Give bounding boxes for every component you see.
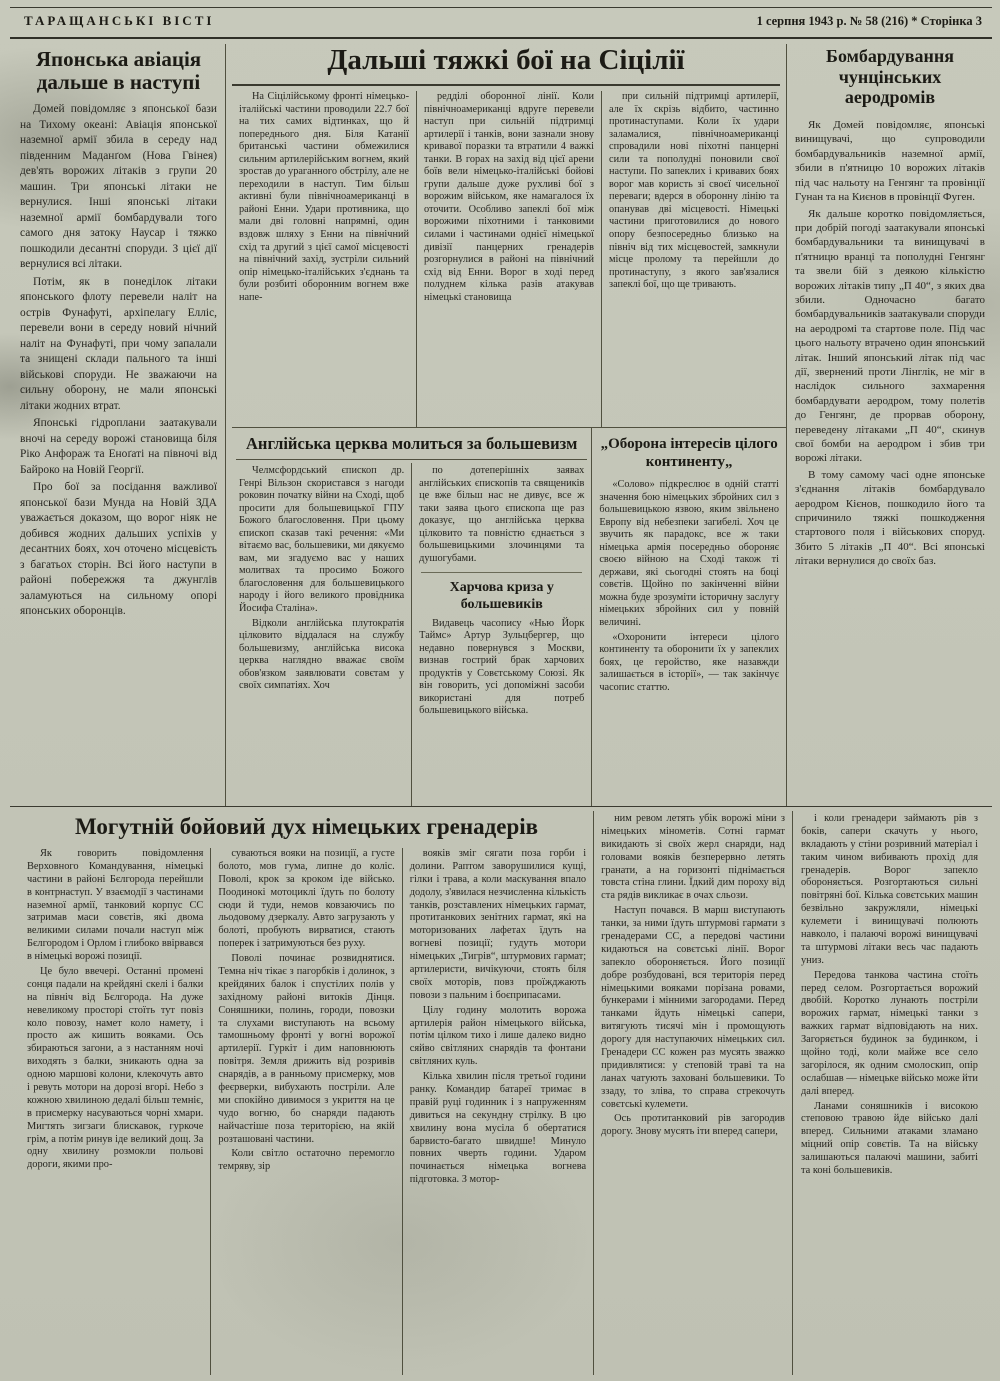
paragraph: Як Домей повідомляє, японські винищувачі, що супроводили бомбардувальників наземної армії, збили в п'ятницю 10 ворожих літаків під час нальоту на Генгянг та провінції Гунан та на Києнов в провінції Фуген. [795, 119, 985, 204]
english-church-column-2 [411, 463, 591, 806]
paragraph: вояків зміг сягати поза горби і долини. Раптом заворушилися кущі, гілки і трава, а коли маскування впало додолу, з'явилася незчисленна кількість танків, розставлених німецьких гармат, протитанкових зенітних гармат, які на моторизованих лафетах їдуть на вогневі позиції; гудуть мотори німецьких „Тигрів“, штурмових гармат; артилеристи, вичікуючи, стоять біля своїх моторів, повз проїжджають повози з пальним і боєприпасами. [409, 848, 587, 1001]
english-church-column-2-text [419, 465, 584, 565]
paragraph: Відколи англійська плутократія цілковито віддалася на службу большевизму, англійська висока церква наглядно вважає своїм обов'язком заявлювати совєтам у своїх симпатіях. Хоч [239, 617, 405, 692]
japanese-aviation-body [20, 102, 217, 620]
paragraph: Про бої за посідання важливої японської бази Мунда на Новій ЗДА уважається доказом, що ворог ніяк не добився жодних дальших успіхів у десантних боях, хоч оточено місцевість з багатьох сторін. Всі його наступи в районі побережжя та джунглів заламуються на сильному опорі японських оборонців. [20, 481, 217, 618]
paragraph: «Охоронити інтереси цілого континенту та оборонити їх у запеклих боях, це геройство, яке назавжди залишається в історії», — так закінчує часопис статтю. [599, 631, 779, 693]
paragraph: Це було ввечері. Останні промені сонця падали на крейдяні скелі і балки на північ від Бєлгорода. На дуже невеликому просторі стоїть тут повіз коло повозу, намет коло намету, і просто аж кишить вояками. Ось збираються загони, а з настанням ночі виходять з балки, зникають одна за одною маршові колони, клекочуть авто і ревуть мотори на дорозі вгорі. Небо з кожною хвилиною дедалі більш темніє, в присмерку насуваються чорні хмари. Мигтять зигзаги блискавок, гуркоче грім, а потім ринув іде великий дощ. За одну хвилину розмокли польові дороги, якими про- [27, 966, 204, 1171]
article-english-church [232, 428, 592, 806]
continent-defense-body [599, 479, 779, 694]
paragraph: На Сіцілійському фронті німецько-італійські частини проводили 22.7 бої на тих самих відтинках, що й попереднього дня. Біля Катанії британські частини обмежилися сильним артилерійським вогнем, який зростав до ураганного обстрілу, але не переходили в наступ. Тим більш активні були північноамериканці в районі Енни. Удари противника, що мали дві головні напрямні, один вздовж шляху з Енни на північний схід та другий з цієї самої місцевості на північний захід, зустріли сильний опір німецько-італійських з'єднань та були розбиті оборонним вогнем вже напе- [239, 91, 409, 303]
article-continent-defense [592, 428, 786, 806]
japanese-aviation-headline: Японська авіація дальше в наступі [35, 47, 202, 95]
grenadiers-column-2 [210, 848, 401, 1375]
sicily-column-2 [416, 91, 601, 427]
newspaper-title: ТАРАЩАНСЬКІ ВІСТІ [24, 13, 215, 28]
paragraph: «Солово» підкреслює в одній статті значення бою німецьких збройних сил з большевицькою язвою, яким звільнено Европу від небезпеки загибелі. Хоч це звучить як парадокс, все ж таки німецька армія посередньо обороняє своєю війною на Сході також ті держави, які сьогодні стоять на боці совєтів. Щойно по закінченні війни можна буде зрозуміти історичну заслугу німецьких збройних сил у повній величині. [599, 479, 779, 629]
section-divider-rule [10, 806, 992, 807]
masthead [24, 13, 982, 29]
grenadiers-column-4 [594, 811, 793, 1375]
paragraph: Передова танкова частина стоїть перед селом. Розгортається ворожий двобій. Коротко лунають постріли ворожих гармат, німецькі танки з важких гармат відповідають на них. Загоряється будинок за будинком, і щойно тоді, коли майже все село загорілося, як одним смолоскип, опір ослабшав — німецьке військо може йти далі вперед. [800, 969, 978, 1097]
sicily-column-3 [601, 91, 786, 427]
paragraph: Наступ почався. В марш виступають танки, за ними їдуть штурмові гармати з гренадерами СС, а передові частини кидаються на совєтські лінії. Ворог запекло обороняється. Його позиції добре розбудовані, вся територія перед німецькими вояками порізана ровами, бункерами і мінними загородами. Перед танками йдуть німецькі сапери, витягують тисячі мін і промощують дорогу для наступаючих німецьких сил. Гренадери СС кожен раз мусять зважко придивлятися: у степовій траві та на ланах чатують заховані большевики. То ззаду, то зліва, то справа стрекочуть совєтські кулемети. [601, 905, 785, 1110]
article-bombing [786, 44, 985, 806]
article-japanese-aviation [20, 44, 226, 806]
food-crisis-body [419, 618, 584, 718]
grenadiers-left-block [20, 811, 594, 1375]
english-church-column-1 [232, 463, 411, 806]
paragraph: Домей повідомляє з японської бази на Тихому океані: Авіація японської наземної армії збила в середу над південним Маданґом (Нова Гвінея) дев'ять ворожих літаків з групи 20 машин. Три японські літаки не вернулися. Інші японські літаки наземної армії бомбардували того самого дня затоку Наусар і тяжко пошкодили десантні споруди. З цієї дії вернулися всі літаки. [20, 103, 217, 271]
sicily-column-1 [232, 91, 416, 427]
grenadiers-headline: Могутній бойовий дух німецьких гренадерів [75, 814, 539, 839]
masthead-rule [10, 37, 992, 39]
paragraph: ним ревом летять убік ворожі міни з німецьких мінометів. Сотні гармат викидають зі своїх жерл снаряди, над головами вояків безперервно летять гранати, а на горизонті піднімається товста стіна глини. Їдкий дим пороху від ста рядів викликає в очах сльози. [601, 813, 785, 902]
paragraph: суваються вояки на позиції, а густе болото, мов гума, липне до коліс. Поволі, крок за кроком іде військо. Поодинокі мотоциклі їдуть по болоту сюди й туди, немов ковзаючись по льодовому дзеркалу. Авто загрузають у болоті, пробують вирватися, стають поперек і затримуються без руху. [218, 848, 395, 950]
bombing-body [795, 118, 985, 569]
sicily-headline: Дальші тяжкі бої на Сіцілії [232, 44, 780, 86]
top-rule [10, 7, 992, 8]
paragraph: Як говорить повідомлення Верховного Командування, німецькі частини в районі Бєлгорода перейшли в контрнаступ. У взаємодії з частинами наземної армії, танковий корпус СС затримав маси совєтів, які двома великими силами почали наступ між Бєлгородом і Орлом і глибоко ввірвався в німецькі ворожі позиції. [27, 848, 204, 963]
continent-defense-headline: „Оборона інтересів цілого континенту„ [600, 436, 778, 470]
paragraph: Поволі починає розвиднятися. Темна ніч тікає з пагорбків і долинок, з крейдяних балок і спустілих полів у західному районі витоків Дінця. Соняшники, полинь, городи, повозки та слухами виступають на всьому тамошньому фронті у вогні ворожої артилерії. Гуркіт і дим наповнюють повітря. Земля дрижить від розривів снарядів, а в ранньому присмерку, мов феєрверки, вибухають постріли. Але ми спокійно дивимося з укриття на це чудо вогню, бо снаряди падають найчастіше поза територією, на якій розташовані частини. [218, 953, 395, 1145]
middle-columns [226, 44, 786, 806]
bombing-headline: Бомбардування чунцінських аеродромів [826, 46, 954, 108]
grenadiers-column-5 [793, 811, 985, 1375]
paragraph: Видавець часопису «Нью Йорк Таймс» Артур Зульцбергер, що недавно повернувся з Москви, визнав гострий брак харчових продуктів у Совєтському Союзі. Як він говорить, усі допоміжні засоби використані для потреб большевицького війська. [419, 617, 585, 717]
grenadiers-columns [20, 848, 593, 1375]
article-grenadiers [20, 811, 985, 1375]
paragraph: Кілька хвилин після третьої години ранку. Командир батареї тримає в правій руці годинник і з напруженням дивиться на секундну стрілку. В цю хвилину вона мусіла б обертатися барвисто-багато швидше! Минуло повних чверть години. Ударом починається німецька вогнева підготовка. З мотор- [409, 1071, 587, 1186]
grenadiers-column-3 [402, 848, 593, 1375]
food-crisis-headline: Харчова криза у большевиків [421, 572, 582, 613]
paragraph: редділі оборонної лінії. Коли північноамериканці вдруге перевели наступ при сильній підтримці артилерії і танків, вони зазнали знову кривавої поразки та втратили 4 важкі танки. В горах на захід від цієї арени боїв вели німецько-італійські бойові групи дальше дуже рухливі бої з ворожим військом, яке намагалося їх оточити. Особливо запеклі бої між ворожими піхотними і танковими силами і частинами однієї німецької дивізії панцерних гренадерів розгорнулися в районі на північний схід від Енни. Ворог в ході перед полуднем кілька разів атакував німецькі становища [424, 91, 594, 303]
article-sicily [232, 91, 786, 427]
middle-lower-row [232, 427, 786, 806]
top-section [20, 44, 985, 806]
english-church-headline: Англійська церква молиться за большевизм [236, 428, 587, 460]
paragraph: Як дальше коротко повідомляється, при добрій погоді заатакували японські бомбардувальники та винищувачі в п'ятницю вранці та пополудні Генгянг та звели бій з деякою кількістю ворожих літаків типу „П 40“, з яких два збили. Одночасно багато бомбардувальників заатакували споруди на аеродромі та стартове поле. Під час цього нальоту втрачено один японський літак. Інший японський літак під час дії, звернений проти Лінглік, не міг в наслідок сильного захмарення бомбардувати аеродром, тому полетів до Генгянг, де прорвав оборону, переведену літаками „П 40“, скинув свої бомби на аеродром і збив три ворожі літаки. [795, 207, 985, 465]
issue-info: 1 серпня 1943 р. № 58 (216) * Сторінка 3 [756, 13, 982, 28]
paragraph: Цілу годину молотить ворожа артилерія район німецького війська, потім цілком тихо і лише далеко видно сяйво світляних снарядів та фонтани світляних куль. [409, 1004, 587, 1068]
paragraph: Челмсфордський єпископ др. Генрі Вільзон скористався з нагоди роковин початку війни на Сході, щоб просити для большевицької ГПУ Божого благословення. При цьому єпископ сказав такі речення: «Ми вітаємо вас, большевики, ми дякуємо вам, ми згадуємо вас у наших молитвах та просимо Божого благословення для большевицького народу і його великого провідника Йосифа Сталіна». [239, 465, 405, 615]
paragraph: по дотеперішніх заявах англійських єпископів та священиків це вже більш нас не дивує, все ж таки заява цього єпископа ще раз доказує, що англійська церква цілковито та повністю єднається з большевицькими злочинцями та душогубами. [419, 465, 585, 564]
paragraph: Потім, як в понеділок літаки японського флоту перевели наліт на острів Фунафуті, архіпелагу Елліс, перевели вони в середу новий нічний наліт на Фунафуті, при чому запалали та знищені склади пального та інші військові споруди. Не зважаючи на сильну оборону, не мали японські літаки жодних втрат. [20, 275, 217, 412]
paragraph: В тому самому часі одне японське з'єднання літаків бомбардувало аеродром Кієнов, пошкодило його та спричинило тяжкі пошкодження стартового поля і військових споруд. Збито 5 літаків „П 40“. Всі японські літаки вернулися до своїх баз. [795, 468, 985, 568]
paragraph: Ланами соняшників і високою степовою травою йде військо далі вперед. Сильними атаками зламано міцний опір совєтів. Та на війську залишаються палаючі машини, забиті та коні большевиків. [800, 1100, 978, 1177]
paragraph: і коли гренадери займають рів з боків, сапери скачуть у нього, вкладають у стіни розривний матеріал і таким чином вибивають прохід для гренадерів. Ворог запекло обороняється. Розгортаються сильні повітряні бої. Кілька совєтських машин безвільно закружляли, німецькі кулемети і винищувачі полюють навколо, і палаючі ворожі винищувачі та штурмові літаки весь час падають униз. [800, 813, 978, 966]
paragraph: при сильній підтримці артилерії, але їх скрізь відбито, частинно протинаступами. Коли їх удари заламалися, північноамериканці спровадили нові піхотні панцерні сили та пополудні поновили свої наступи. По запеклих і кривавих боях ворог мав користь зі своєї чисельної переваги; вдерся в оборонну лінію та опанував дві місцевості. Німецькі частини приготовилися до нового опору безпосередньо близько на північ від тих місцевостей, замкнули місце пролому та перейшли до протинаступу, з якого зав'язалися запеклі бої, що ще тривають. [609, 91, 779, 291]
grenadiers-column-1 [20, 848, 210, 1375]
english-church-columns [232, 463, 591, 806]
paragraph: Коли світло остаточно перемогло темряву, зір [218, 1148, 395, 1173]
paragraph: Ось протитанковий рів загородив дорогу. Знову мусять іти вперед сапери, [601, 1113, 785, 1138]
paragraph: Японські гідроплани заатакували вночі на середу ворожі становища біля Ріко Анфораж та Еноґаті на півночі від Байроко на Новій Георгії. [20, 417, 217, 476]
